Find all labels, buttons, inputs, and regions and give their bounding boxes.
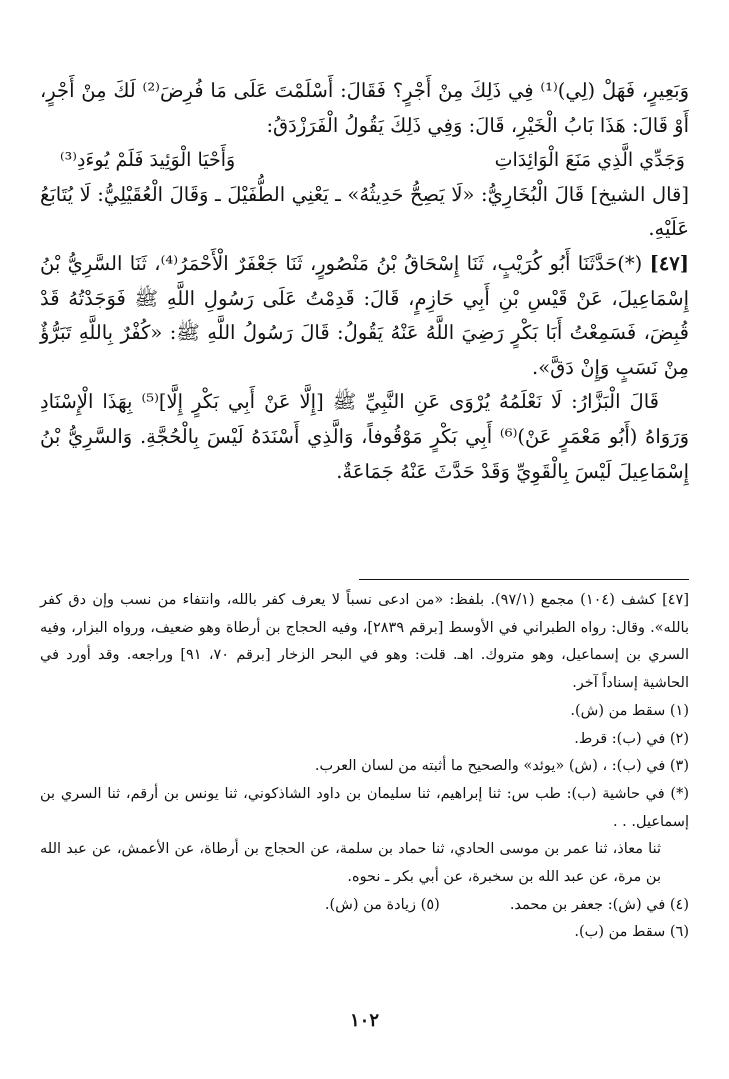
text-line-1: وَبَعِيرٍ، فَهَلْ (لِي)⁽¹⁾ فِي ذَلِكَ مِنْ أَجْرٍ؟ فَقَالَ: أَسْلَمْتَ عَلَى مَا فُرِضَ⁽²⁾ لَكَ مِنْ أَجْرٍ، أَوْ قَالَ: هَذَا بَابُ الْخَيْرِ، قَالَ: وَفِي ذَلِكَ يَقُولُ الْفَرَزْدَقُ: (40, 79, 689, 137)
footnote-star: (*) في حاشية (ب): طب س: ثنا إبراهيم، ثنا سليمان بن داود الشاذكوني، ثنا يونس بن أرقم، ثنا السري بن إسماعيل. . . (40, 785, 689, 830)
page-number: ١٠٢ (349, 1010, 379, 1031)
hadith-number: [٤٧] (649, 251, 690, 275)
hadith-text: (*)حَدَّثَنَا أَبُو كُرَيْبٍ، ثَنَا إِسْحَاقُ بْنُ مَنْصُورٍ، ثَنَا جَعْفَرٌ الْأَحْمَرُ⁽⁴⁾، ثَنَا السَّرِيُّ بْنُ إِسْمَاعِيلَ، عَنْ قَيْسِ بْنِ أَبِي حَازِمٍ، قَالَ: قَدِمْتُ عَلَى رَسُولِ اللَّهِ ﷺ فَوَجَدْتُهُ قَدْ قُبِضَ، فَسَمِعْتُ أَبَا بَكْرٍ رَضِيَ اللَّهُ عَنْهُ يَقُولُ: قَالَ رَسُولُ اللَّهِ ﷺ: «كُفْرٌ بِاللَّهِ تَبَرُّؤٌ مِنْ نَسَبٍ وَإِنْ دَقَّ». (40, 251, 689, 379)
footnote-5: (٥) زيادة من (ش). (324, 896, 440, 913)
verse-first-hemistich: وَجَدِّي الَّذِي مَنَعَ الْوَائِدَاتِ (494, 149, 685, 172)
footnote-2: (٢) في (ب): قرط. (574, 730, 689, 747)
sheikh-comment: [قال الشيخ] قَالَ الْبُخَارِيُّ: «لَا يَصِحُّ حَدِيثُهُ» ـ يَعْنِي الطُّفَيْلَ ـ وَقَالَ الْعُقَيْلِيُّ: لَا يُتَابَعُ عَلَيْهِ. (40, 182, 689, 241)
takhrij-note: [٤٧] كشف (١٠٤) مجمع (٩٧/١). بلفظ: «من ادعى نسباً لا يعرف كفر بالله، وانتفاء من نسب وإن دق كفر بالله». وقال: رواه الطبراني في الأوسط [برقم ٢٨٣٩]، وفيه الحجاج بن أرطاة وهو ضعيف، ورواه البزار، وفيه السري بن إسماعيل، وهو متروك. اهـ. قلت: وهو في البحر الزخار [برقم ٧٠، ٩١] وراجعه. وقد أورد في الحاشية إسناداً آخر. (40, 592, 689, 692)
footnote-divider (359, 579, 689, 580)
footnote-4: (٤) في (ش): جعفر بن محمد. (509, 896, 689, 913)
verse-second-hemistich: وَأَحْيَا الْوَئِيدَ فَلَمْ يُوءَدِ⁽³⁾ (60, 149, 236, 172)
hadith-paragraph (40, 247, 689, 385)
poetry-verse (40, 143, 689, 178)
footnote-star-continued: ثنا معاذ، ثنا عمر بن موسى الحادي، ثنا حماد بن سلمة، عن الحجاج بن أرطاة، عن الأعمش، عن عبد الله بن مرة، عن عبد الله بن سخبرة، عن أبي بكر ـ نحوه. (40, 841, 661, 886)
footnote-1: (١) سقط من (ش). (570, 702, 689, 719)
footnote-3: (٣) في (ب): ، (ش) «يوئد» والصحيح ما أثبته من لسان العرب. (314, 758, 689, 775)
bazzar-comment: قَالَ الْبَزَّارُ: لَا نَعْلَمُهُ يُرْوَى عَنِ النَّبِيِّ ﷺ [إِلَّا عَنْ أَبِي بَكْرٍ إِلَّا]⁽⁵⁾ بِهَذَا الْإِسْنَادِ وَرَوَاهُ (أَبُو مَعْمَرٍ عَنْ)⁽⁶⁾ أَبِي بَكْرٍ مَوْقُوفاً، وَالَّذِي أَسْنَدَهُ لَيْسَ بِالْحُجَّةِ. وَالسَّرِيُّ بْنُ إِسْمَاعِيلَ لَيْسَ بِالْقَوِيِّ وَقَدْ حَدَّثَ عَنْهُ جَمَاعَةٌ. (40, 390, 689, 483)
footnote-6: (٦) سقط من (ب). (574, 924, 689, 941)
footnote-row-4-5 (40, 892, 689, 920)
main-text (40, 74, 689, 489)
footnotes (40, 587, 689, 947)
